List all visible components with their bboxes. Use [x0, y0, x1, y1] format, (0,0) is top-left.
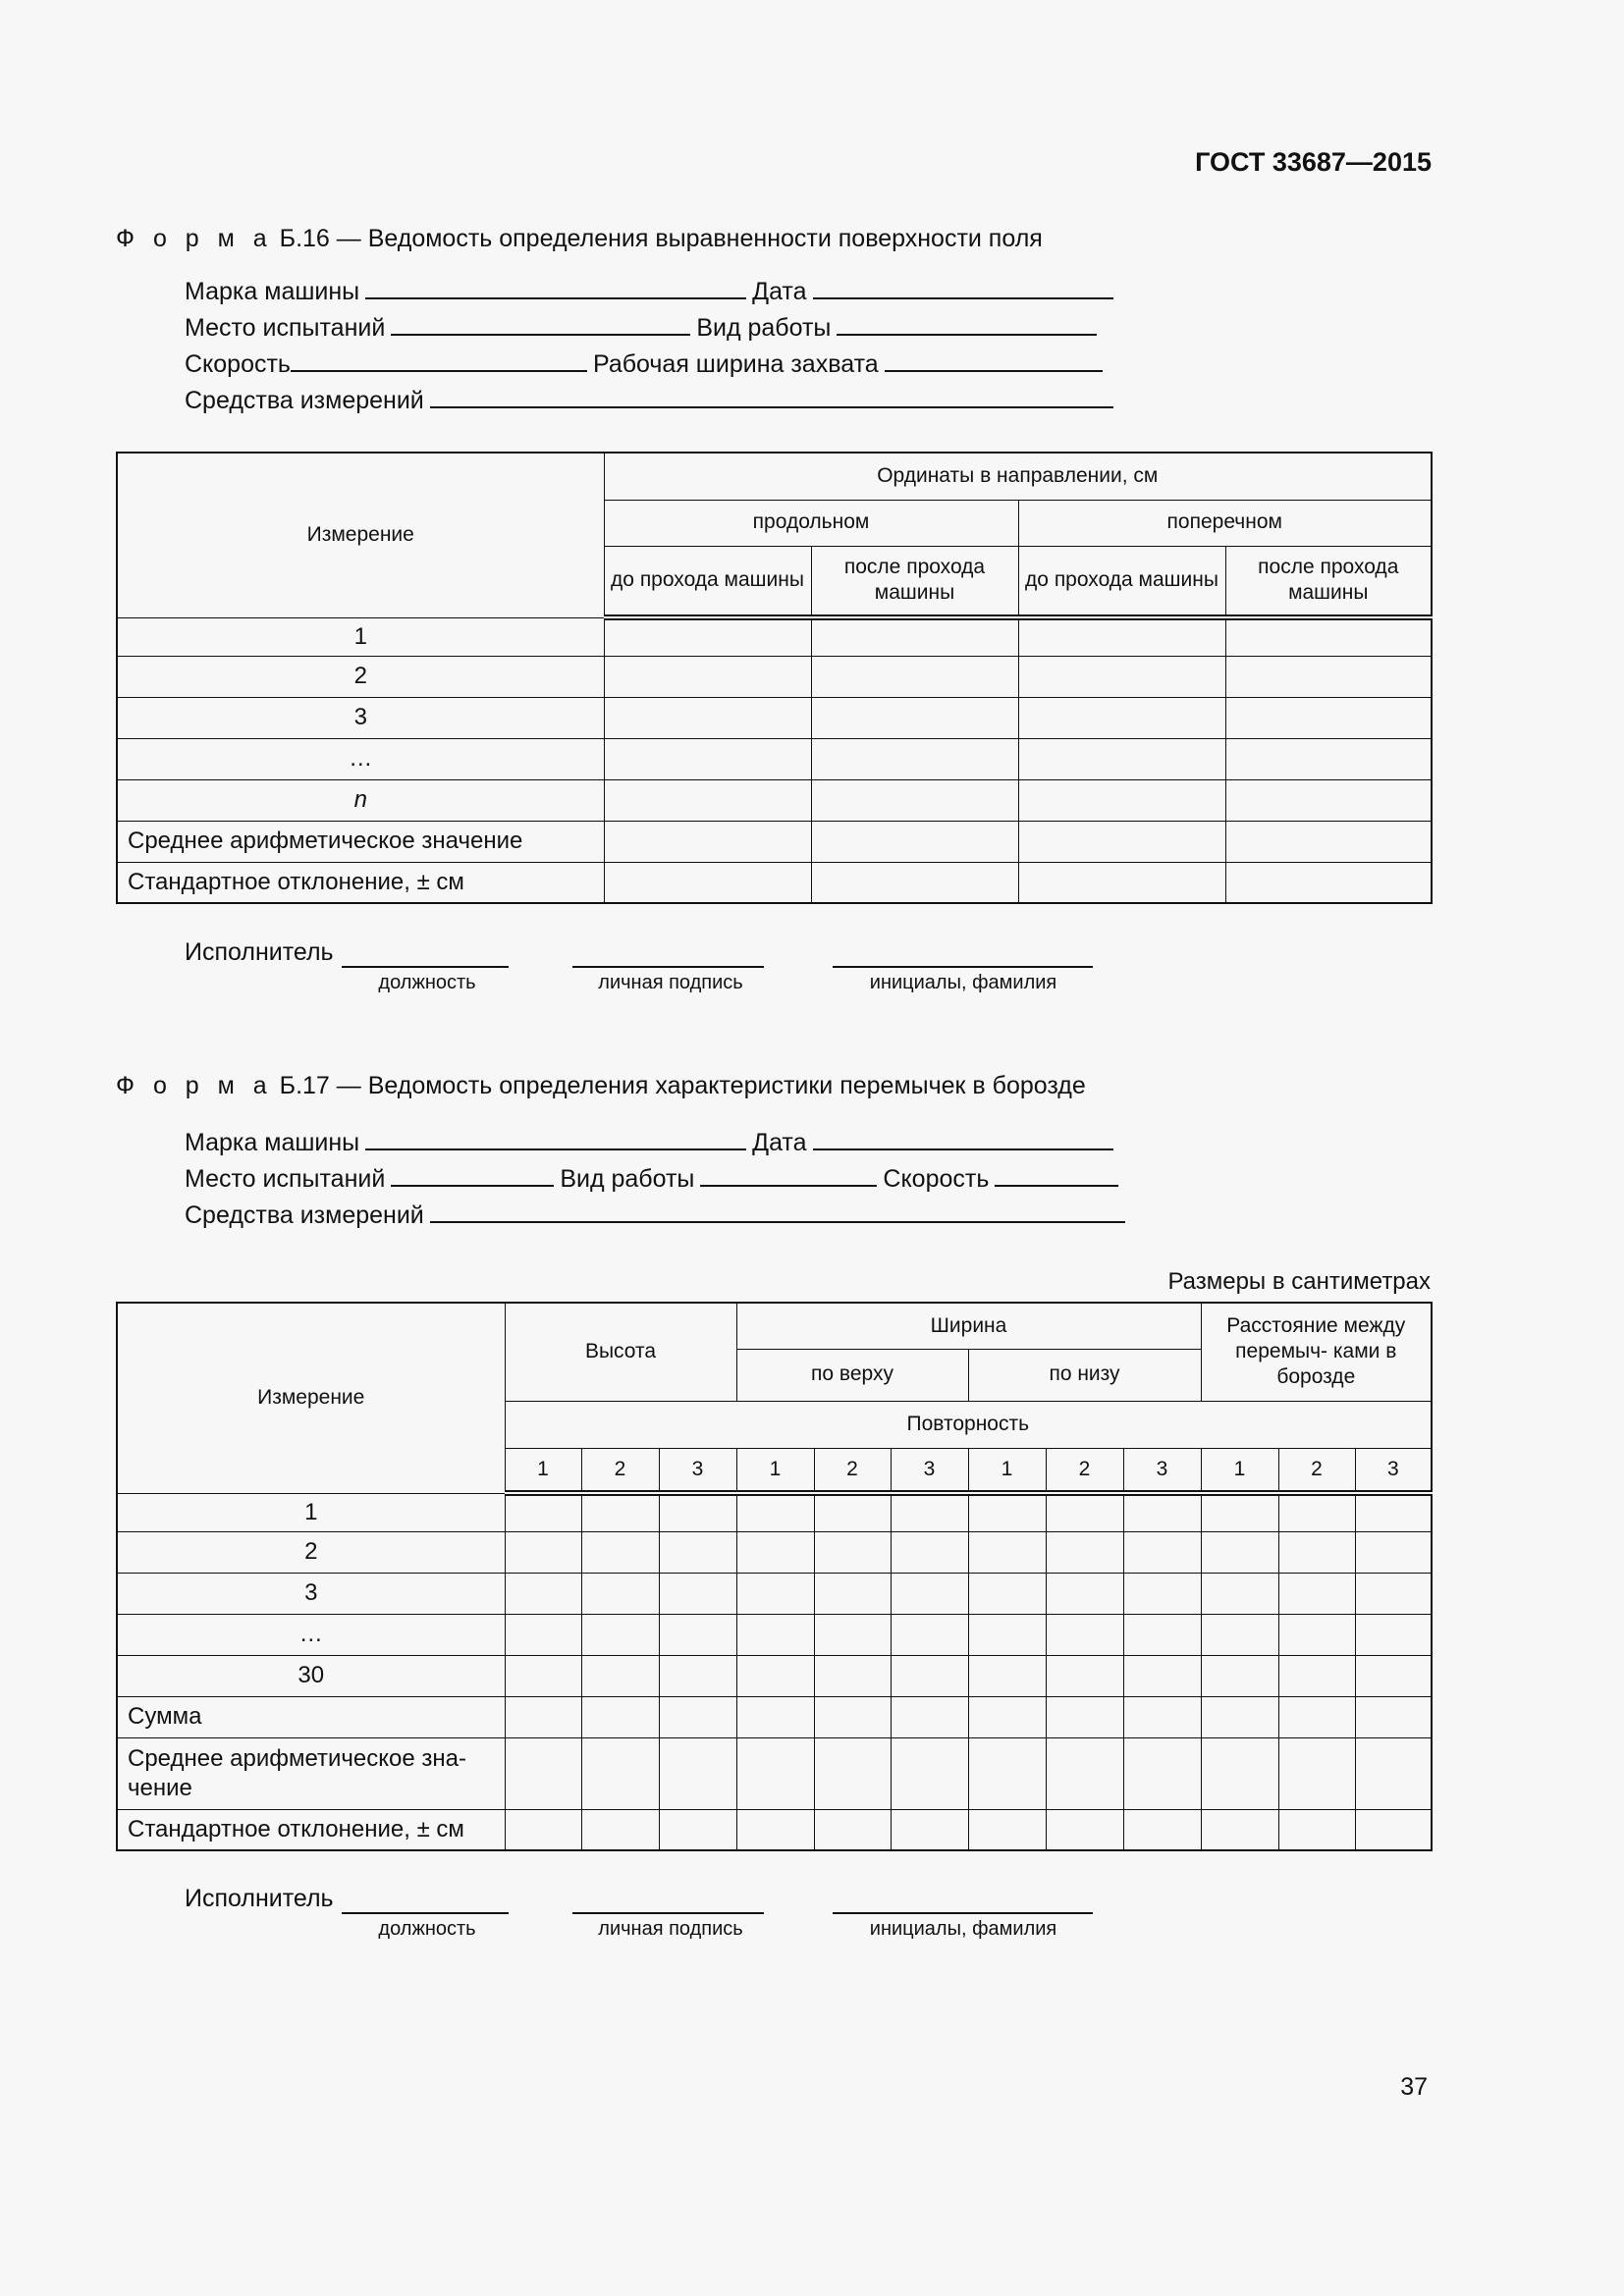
table-cell[interactable]: [604, 738, 811, 779]
table-cell[interactable]: [659, 1809, 736, 1850]
row-label: Сумма: [117, 1696, 505, 1737]
table-cell[interactable]: [1225, 779, 1432, 821]
table-cell[interactable]: [505, 1614, 581, 1655]
table-cell[interactable]: [891, 1737, 968, 1809]
repeat-number: 1: [968, 1448, 1046, 1493]
width-label: Рабочая ширина захвата: [592, 350, 879, 378]
table-cell[interactable]: [659, 1573, 736, 1614]
table-cell[interactable]: [1046, 1573, 1123, 1614]
place-field[interactable]: [391, 1163, 554, 1187]
position-caption: должность: [378, 1918, 476, 1940]
date-field[interactable]: [813, 276, 1113, 299]
table-cell[interactable]: [1225, 821, 1432, 862]
machine-field[interactable]: [365, 276, 746, 299]
table-cell[interactable]: [581, 1737, 659, 1809]
table-cell[interactable]: [968, 1573, 1046, 1614]
speed-field[interactable]: [995, 1163, 1118, 1187]
table-cell[interactable]: [968, 1737, 1046, 1809]
table-cell[interactable]: [1123, 1531, 1201, 1573]
table-cell[interactable]: [581, 1614, 659, 1655]
table-row: [117, 1614, 1432, 1655]
table-cell[interactable]: [891, 1809, 968, 1850]
table-cell[interactable]: [604, 617, 811, 656]
table-cell[interactable]: [736, 1531, 814, 1573]
table-cell[interactable]: [1225, 656, 1432, 697]
work-type-label: Вид работы: [696, 314, 832, 342]
machine-field[interactable]: [365, 1127, 746, 1150]
date-label: Дата: [752, 278, 807, 305]
table-cell[interactable]: [1046, 1614, 1123, 1655]
position-field[interactable]: [342, 1912, 509, 1914]
before-pass-header: до прохода машины: [604, 546, 811, 617]
form16-title: [116, 225, 1043, 253]
table-row: [117, 1696, 1432, 1737]
table-cell[interactable]: [505, 1737, 581, 1809]
form16-prefix: Ф о р м а: [116, 225, 273, 252]
table-cell[interactable]: [1278, 1809, 1355, 1850]
table-cell[interactable]: [659, 1655, 736, 1696]
form16-title-text: Б.16 — Ведомость определения выравненности поверхности поля: [279, 225, 1043, 252]
form16-table: [116, 452, 1433, 904]
table-cell[interactable]: [1123, 1655, 1201, 1696]
repeat-number: 3: [1355, 1448, 1432, 1493]
table-cell[interactable]: [1046, 1655, 1123, 1696]
width-header: Ширина: [736, 1303, 1201, 1349]
row-label: 2: [117, 656, 604, 697]
table-cell[interactable]: [1018, 821, 1225, 862]
row-label: Стандартное отклонение, ± см: [117, 862, 604, 903]
table-cell[interactable]: [604, 656, 811, 697]
repeat-number: 3: [891, 1448, 968, 1493]
bottom-width-header: по низу: [968, 1349, 1201, 1401]
table-cell[interactable]: [814, 1614, 891, 1655]
table-cell[interactable]: [1355, 1573, 1432, 1614]
form17-title: [116, 1072, 1086, 1100]
repeat-number: 2: [1046, 1448, 1123, 1493]
row-label: 1: [117, 617, 604, 656]
table-cell[interactable]: [1201, 1614, 1278, 1655]
table-cell[interactable]: [581, 1696, 659, 1737]
table-cell[interactable]: [1355, 1531, 1432, 1573]
table-cell[interactable]: [891, 1573, 968, 1614]
signature-caption: личная подпись: [598, 972, 743, 993]
table-cell[interactable]: [814, 1655, 891, 1696]
table-cell[interactable]: [968, 1696, 1046, 1737]
table-cell[interactable]: [1201, 1573, 1278, 1614]
table-cell[interactable]: [659, 1737, 736, 1809]
table-cell[interactable]: [1201, 1493, 1278, 1531]
table-cell[interactable]: [1046, 1493, 1123, 1531]
table-cell[interactable]: [1355, 1809, 1432, 1850]
row-label: n: [117, 779, 604, 821]
table-cell[interactable]: [811, 617, 1018, 656]
table-cell[interactable]: [581, 1531, 659, 1573]
work-type-field[interactable]: [837, 312, 1097, 336]
table-cell[interactable]: [968, 1655, 1046, 1696]
table-cell[interactable]: [1278, 1737, 1355, 1809]
before-pass-header: до прохода машины: [1018, 546, 1225, 617]
table-cell[interactable]: [968, 1493, 1046, 1531]
table-cell[interactable]: [659, 1493, 736, 1531]
name-field[interactable]: [833, 1912, 1093, 1914]
table-cell[interactable]: [891, 1531, 968, 1573]
table-cell[interactable]: [1225, 738, 1432, 779]
table-cell[interactable]: [1046, 1696, 1123, 1737]
page-number: 37: [1400, 2073, 1428, 2101]
width-field[interactable]: [885, 348, 1103, 372]
table-cell[interactable]: [814, 1573, 891, 1614]
top-width-header: по верху: [736, 1349, 968, 1401]
position-caption: должность: [378, 972, 476, 993]
table-cell[interactable]: [814, 1809, 891, 1850]
transverse-header: поперечном: [1018, 500, 1432, 546]
table-cell[interactable]: [1018, 617, 1225, 656]
executor-label: Исполнитель: [185, 1885, 334, 1912]
longitudinal-header: продольном: [604, 500, 1018, 546]
table-cell[interactable]: [1355, 1655, 1432, 1696]
table-cell[interactable]: [659, 1531, 736, 1573]
table-cell[interactable]: [814, 1696, 891, 1737]
signature-caption: личная подпись: [598, 1918, 743, 1940]
table-cell[interactable]: [505, 1655, 581, 1696]
row-label: …: [117, 1614, 505, 1655]
repeat-number: 1: [736, 1448, 814, 1493]
table-cell[interactable]: [1046, 1737, 1123, 1809]
table-cell[interactable]: [505, 1531, 581, 1573]
ordinates-header: Ординаты в направлении, см: [604, 453, 1432, 500]
table-cell[interactable]: [1123, 1614, 1201, 1655]
table-row: [117, 1655, 1432, 1696]
position-field[interactable]: [342, 966, 509, 968]
table-cell[interactable]: [1201, 1809, 1278, 1850]
table-cell[interactable]: [736, 1493, 814, 1531]
table-cell[interactable]: [1018, 656, 1225, 697]
table-cell[interactable]: [891, 1655, 968, 1696]
table-cell[interactable]: [891, 1493, 968, 1531]
table-cell[interactable]: [581, 1809, 659, 1850]
table-cell[interactable]: [1201, 1531, 1278, 1573]
repeat-number: 2: [814, 1448, 891, 1493]
table-cell[interactable]: [1123, 1493, 1201, 1531]
table-cell[interactable]: [736, 1614, 814, 1655]
repeat-number: 2: [1278, 1448, 1355, 1493]
table-cell[interactable]: [1278, 1573, 1355, 1614]
form17-title-text: Б.17 — Ведомость определения характеристики перемычек в борозде: [279, 1072, 1086, 1099]
distance-header: Расстояние между перемыч- ками в борозде: [1201, 1303, 1432, 1401]
table-cell[interactable]: [505, 1493, 581, 1531]
table-cell[interactable]: [581, 1573, 659, 1614]
place-label: Место испытаний: [185, 1165, 386, 1193]
table-cell[interactable]: [811, 821, 1018, 862]
form16-fields: [185, 276, 1119, 421]
form17-prefix: Ф о р м а: [116, 1072, 273, 1099]
measurement-header: Измерение: [117, 453, 604, 617]
signature-field[interactable]: [572, 1912, 764, 1914]
date-label: Дата: [752, 1129, 807, 1156]
table-cell[interactable]: [1201, 1655, 1278, 1696]
table-cell[interactable]: [1018, 738, 1225, 779]
table-cell[interactable]: [1355, 1696, 1432, 1737]
name-field[interactable]: [833, 966, 1093, 968]
instruments-field[interactable]: [430, 1200, 1125, 1223]
table-cell[interactable]: [811, 697, 1018, 738]
table-cell[interactable]: [811, 656, 1018, 697]
repeat-number: 1: [1201, 1448, 1278, 1493]
table-cell[interactable]: [736, 1696, 814, 1737]
repeat-number: 2: [581, 1448, 659, 1493]
table-cell[interactable]: [1046, 1531, 1123, 1573]
units-note: Размеры в сантиметрах: [1167, 1268, 1431, 1295]
table-cell[interactable]: [811, 862, 1018, 903]
form17-table-body: [117, 1493, 1432, 1850]
table-cell[interactable]: [811, 738, 1018, 779]
table-cell[interactable]: [1278, 1493, 1355, 1531]
date-field[interactable]: [813, 1127, 1113, 1150]
table-cell[interactable]: [581, 1655, 659, 1696]
speed-field[interactable]: [291, 348, 587, 372]
table-cell[interactable]: [604, 821, 811, 862]
repeat-number: 3: [1123, 1448, 1201, 1493]
work-type-label: Вид работы: [560, 1165, 695, 1193]
table-cell[interactable]: [891, 1614, 968, 1655]
work-type-field[interactable]: [700, 1163, 877, 1187]
row-label: Среднее арифметическое зна- чение: [117, 1737, 505, 1809]
table-cell[interactable]: [814, 1737, 891, 1809]
table-row: [117, 1737, 1432, 1809]
document-code: ГОСТ 33687—2015: [1195, 147, 1432, 177]
table-cell[interactable]: [1355, 1493, 1432, 1531]
table-cell[interactable]: [968, 1809, 1046, 1850]
form17-table: [116, 1302, 1433, 1851]
form17-fields: [185, 1127, 1131, 1236]
table-cell[interactable]: [1355, 1737, 1432, 1809]
table-cell[interactable]: [581, 1493, 659, 1531]
table-cell[interactable]: [1278, 1614, 1355, 1655]
after-pass-header: после прохода машины: [1225, 546, 1432, 617]
machine-label: Марка машины: [185, 278, 360, 305]
machine-label: Марка машины: [185, 1129, 360, 1156]
row-label: 1: [117, 1493, 505, 1531]
row-label: Среднее арифметическое значение: [117, 821, 604, 862]
table-cell[interactable]: [1201, 1696, 1278, 1737]
table-cell[interactable]: [1225, 862, 1432, 903]
speed-label: Скорость: [185, 350, 291, 378]
table-cell[interactable]: [659, 1696, 736, 1737]
name-caption: инициалы, фамилия: [869, 972, 1057, 993]
table-row: [117, 1531, 1432, 1573]
table-cell[interactable]: [1278, 1655, 1355, 1696]
table-cell[interactable]: [811, 779, 1018, 821]
table-cell[interactable]: [1355, 1614, 1432, 1655]
table-cell[interactable]: [659, 1614, 736, 1655]
table-cell[interactable]: [1018, 779, 1225, 821]
table-row: [117, 1809, 1432, 1850]
measurement-header: Измерение: [117, 1303, 505, 1493]
table-cell[interactable]: [505, 1809, 581, 1850]
after-pass-header: после прохода машины: [811, 546, 1018, 617]
row-label: 3: [117, 697, 604, 738]
table-cell[interactable]: [1018, 697, 1225, 738]
table-row: [117, 1573, 1432, 1614]
table-cell[interactable]: [1278, 1531, 1355, 1573]
row-label: Стандартное отклонение, ± см: [117, 1809, 505, 1850]
table-cell[interactable]: [891, 1696, 968, 1737]
table-cell[interactable]: [1123, 1696, 1201, 1737]
repeat-header: Повторность: [505, 1401, 1432, 1448]
table-cell[interactable]: [1201, 1737, 1278, 1809]
row-label: 30: [117, 1655, 505, 1696]
table-cell[interactable]: [1018, 862, 1225, 903]
table-cell[interactable]: [736, 1573, 814, 1614]
table-cell[interactable]: [736, 1809, 814, 1850]
speed-label: Скорость: [883, 1165, 990, 1193]
name-caption: инициалы, фамилия: [869, 1918, 1057, 1940]
table-cell[interactable]: [1225, 697, 1432, 738]
signature-field[interactable]: [572, 966, 764, 968]
table-cell[interactable]: [736, 1655, 814, 1696]
table-cell[interactable]: [1046, 1809, 1123, 1850]
form16-signature: [185, 938, 1166, 997]
table-cell[interactable]: [814, 1493, 891, 1531]
repeat-number: 3: [659, 1448, 736, 1493]
table-cell[interactable]: [604, 779, 811, 821]
table-cell[interactable]: [505, 1696, 581, 1737]
table-cell[interactable]: [1123, 1809, 1201, 1850]
instruments-label: Средства измерений: [185, 1201, 424, 1229]
table-cell[interactable]: [1278, 1696, 1355, 1737]
place-field[interactable]: [391, 312, 690, 336]
table-cell[interactable]: [1123, 1737, 1201, 1809]
form17-signature: [185, 1885, 1166, 1944]
row-label: 2: [117, 1531, 505, 1573]
table-cell[interactable]: [968, 1614, 1046, 1655]
executor-label: Исполнитель: [185, 938, 334, 966]
table-cell[interactable]: [968, 1531, 1046, 1573]
instruments-field[interactable]: [430, 385, 1113, 408]
row-label: …: [117, 738, 604, 779]
table-cell[interactable]: [505, 1573, 581, 1614]
table-cell[interactable]: [736, 1737, 814, 1809]
table-cell[interactable]: [604, 862, 811, 903]
table-cell[interactable]: [1225, 617, 1432, 656]
place-label: Место испытаний: [185, 314, 386, 342]
table-row: [117, 1493, 1432, 1531]
table-cell[interactable]: [604, 697, 811, 738]
table-cell[interactable]: [1123, 1573, 1201, 1614]
row-label: 3: [117, 1573, 505, 1614]
instruments-label: Средства измерений: [185, 387, 424, 414]
table-cell[interactable]: [814, 1531, 891, 1573]
height-header: Высота: [505, 1303, 736, 1401]
repeat-number: 1: [505, 1448, 581, 1493]
